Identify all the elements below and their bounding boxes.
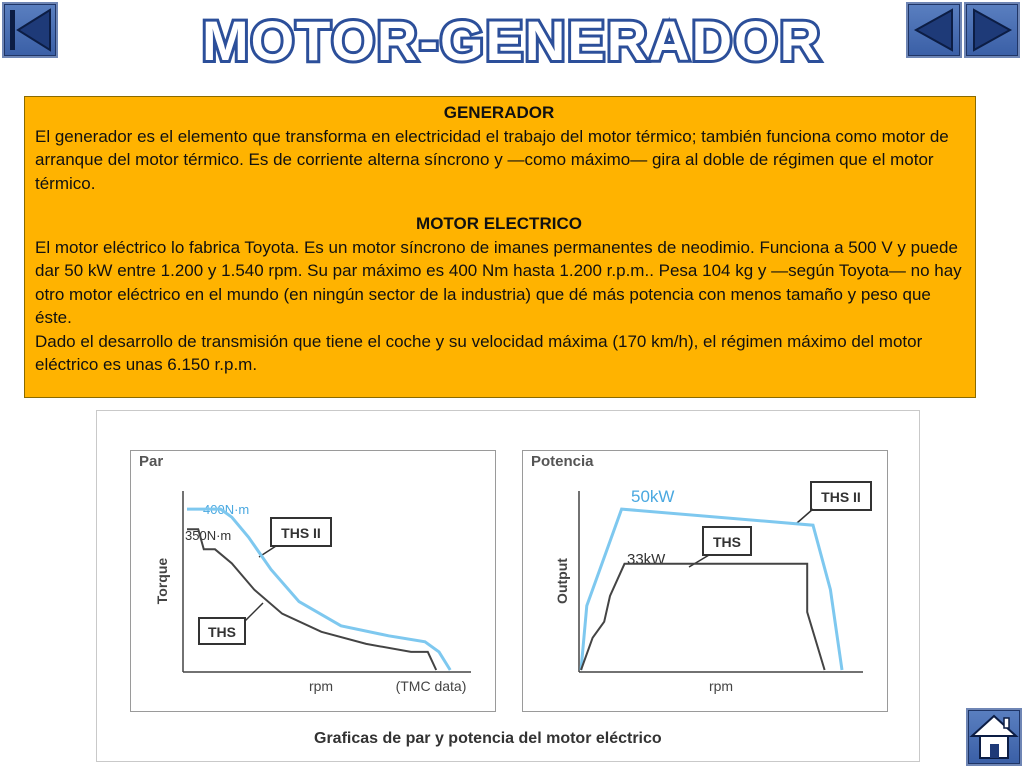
torque-note: (TMC data) [395, 678, 467, 694]
power-ylabel: Output [554, 558, 570, 604]
motor-paragraph-2: Dado el desarrollo de transmisión que tiene el coche y su velocidad máxima (170 km/h), el régimen máximo del motor eléctrico es unas 6.150 r.p.m. [35, 331, 923, 374]
torque-annotation-400: 400N·m [203, 502, 250, 517]
torque-annotation-ths2: THS II [281, 525, 321, 541]
torque-annotation-350: 350N·m [185, 528, 232, 543]
series-line-ths [581, 564, 825, 670]
power-chart-title: Potencia [531, 453, 594, 470]
power-annotation-50kw: 50kW [631, 487, 675, 506]
torque-chart [131, 451, 497, 713]
description-box [24, 96, 976, 398]
power-annotation-33kw: 33kW [627, 551, 666, 568]
first-slide-button[interactable] [2, 2, 58, 58]
ths-arrow [689, 555, 709, 567]
generador-heading: GENERADOR [443, 103, 555, 122]
page-title [150, 0, 874, 78]
motor-paragraph-1: El motor eléctrico lo fabrica Toyota. Es un motor síncrono de imanes permanentes de neodimio. Funciona a 500 V y puede dar 50 kW entre 1.200 y 1.540 rpm. Su par máximo es 400 Nm hasta 1.200 r.p.m.. Pesa 104 kg y —según Toyota— no hay otro motor eléctrico en el mundo (en ningún sector de la industria) que dé más potencia con menos tamaño y peso que éste. [35, 237, 962, 327]
ths-arrow [245, 603, 263, 621]
home-icon [968, 710, 1020, 764]
previous-icon [908, 4, 960, 56]
power-chart [523, 451, 889, 713]
home-button[interactable] [966, 708, 1022, 766]
torque-xlabel: rpm [308, 678, 334, 694]
torque-chart-panel [130, 450, 496, 712]
series-line-ths [187, 529, 436, 670]
skip-to-first-icon [4, 4, 56, 56]
figure-caption: Graficas de par y potencia del motor eléctrico [314, 730, 662, 747]
svg-text:MOTOR-GENERADOR: MOTOR-GENERADOR [201, 9, 823, 72]
next-icon [966, 4, 1018, 56]
motor-electrico-heading: MOTOR ELECTRICO [416, 214, 582, 233]
torque-ylabel: Torque [154, 557, 170, 605]
power-annotation-ths: THS [713, 534, 741, 550]
power-chart-panel [522, 450, 888, 712]
next-slide-button[interactable] [964, 2, 1020, 58]
power-xlabel: rpm [708, 678, 734, 694]
torque-annotation-ths: THS [208, 624, 236, 640]
power-annotation-ths2: THS II [821, 489, 861, 505]
previous-slide-button[interactable] [906, 2, 962, 58]
generador-paragraph: El generador es el elemento que transforma en electricidad el trabajo del motor térmico; también funciona como motor de arranque del motor térmico. Es de corriente alterna síncrono y —como máximo— gira al doble de régimen que el motor térmico. [35, 126, 949, 193]
torque-chart-title: Par [139, 453, 164, 470]
ths2-arrow [797, 509, 813, 523]
